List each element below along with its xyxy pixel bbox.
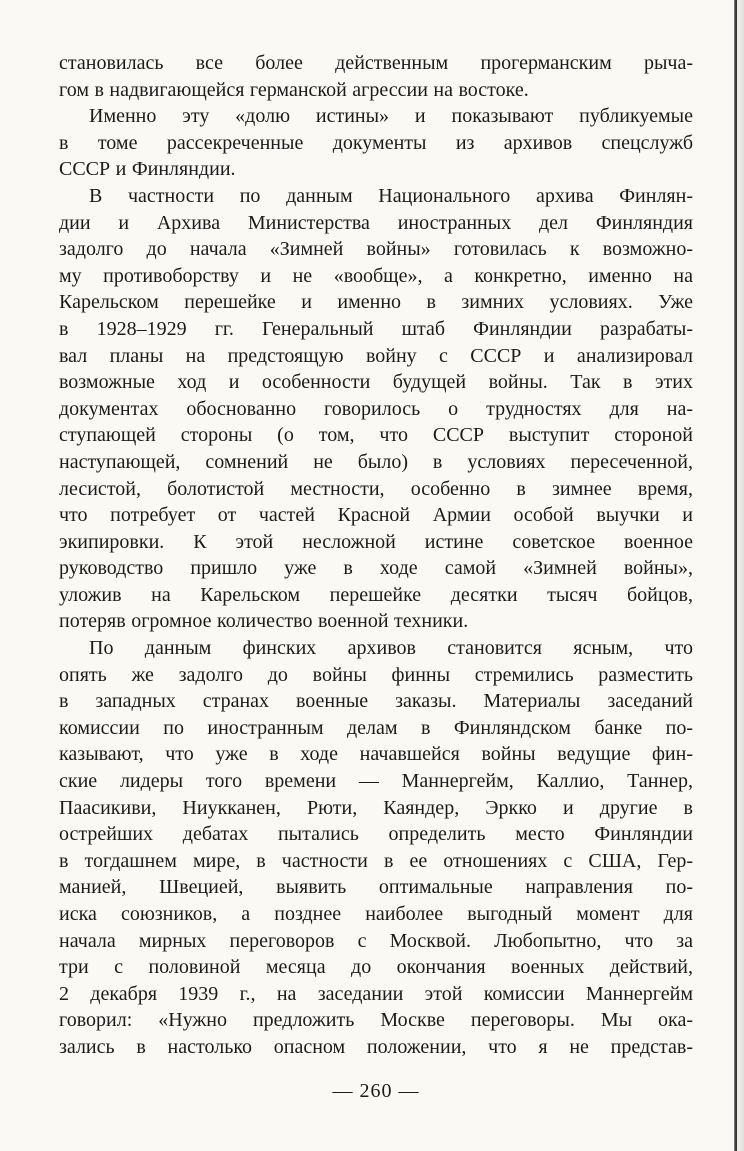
text-line: СССР и Финляндии. xyxy=(59,158,236,181)
text-line: лесистой, болотистой местности, особенно в зимнее время, xyxy=(59,477,693,500)
text-line: потеряв огромное количество военной техники. xyxy=(59,610,469,633)
text-line: в тогдашнем мире, в частности в ее отношениях с США, Гер- xyxy=(59,849,693,872)
text-line: 2 декабря 1939 г., на заседании этой комиссии Маннергейм xyxy=(59,982,693,1005)
text-line: три с половиной месяца до окончания военных действий, xyxy=(59,956,693,979)
text-line: иска союзников, а позднее наиболее выгодный момент для xyxy=(59,903,693,925)
text-line: в 1928–1929 гг. Генеральный штаб Финляндии разрабаты- xyxy=(59,317,693,340)
text-line: манией, Швецией, выявить оптимальные направления по- xyxy=(59,876,693,899)
text-line: казывают, что уже в ходе начавшейся войны ведущие фин- xyxy=(59,743,693,766)
text-line: наступающей, сомнений не было) в условиях пересеченной, xyxy=(59,450,693,473)
body-text xyxy=(59,50,693,1061)
text-line: что потребует от частей Красной Армии особой выучки и xyxy=(59,504,693,527)
text-line: в западных странах военные заказы. Материалы заседаний xyxy=(59,690,693,713)
text-line: гом в надвигающейся германской агрессии на востоке. xyxy=(59,78,529,101)
text-line: В частности по данным Национального архива Финлян- xyxy=(89,184,693,207)
text-line: опять же задолго до войны финны стремились разместить xyxy=(59,663,693,686)
text-line: комиссии по иностранным делам в Финляндском банке по- xyxy=(59,716,693,739)
text-line: уложив на Карельском перешейке десятки тысяч бойцов, xyxy=(59,583,693,606)
text-line: Именно эту «долю истины» и показывают публикуемые xyxy=(89,105,693,128)
page-edge-line xyxy=(734,0,737,1151)
text-line: ские лидеры того времени — Маннергейм, Каллио, Таннер, xyxy=(59,770,693,793)
text-line: му противоборству и не «вообще», а конкретно, именно на xyxy=(59,264,693,287)
text-line: начала мирных переговоров с Москвой. Любопытно, что за xyxy=(59,929,693,952)
text-line: говорил: «Нужно предложить Москве переговоры. Мы ока- xyxy=(59,1009,693,1032)
text-line: ступающей стороны (о том, что СССР выступит стороной xyxy=(59,424,693,447)
text-line: в томе рассекреченные документы из архивов спецслужб xyxy=(59,131,693,154)
text-line: экипировки. К этой несложной истине советское военное xyxy=(59,530,693,553)
text-line: руководство пришло уже в ходе самой «Зимней войны», xyxy=(59,557,693,580)
text-line: документах обоснованно говорилось о трудностях для на- xyxy=(59,397,693,420)
text-line: зались в настолько опасном положении, что я не представ- xyxy=(59,1035,693,1058)
text-line: задолго до начала «Зимней войны» готовилась к возможно- xyxy=(59,238,693,261)
text-line: острейших дебатах пытались определить место Финляндии xyxy=(59,823,693,846)
text-line: возможные ход и особенности будущей войны. Так в этих xyxy=(59,371,693,394)
page-number: — 260 — xyxy=(332,1080,420,1102)
text-line: Карельском перешейке и именно в зимних условиях. Уже xyxy=(59,291,693,314)
page-edge-shadow xyxy=(737,0,744,1151)
text-line: вал планы на предстоящую войну с СССР и анализировал xyxy=(59,344,693,367)
text-line: дии и Архива Министерства иностранных дел Финляндия xyxy=(59,211,693,234)
text-line: Паасикиви, Ниукканен, Рюти, Каяндер, Эркко и другие в xyxy=(59,796,693,819)
text-line: По данным финских архивов становится ясным, что xyxy=(89,637,693,660)
text-line: становилась все более действенным прогерманским рыча- xyxy=(59,52,693,74)
